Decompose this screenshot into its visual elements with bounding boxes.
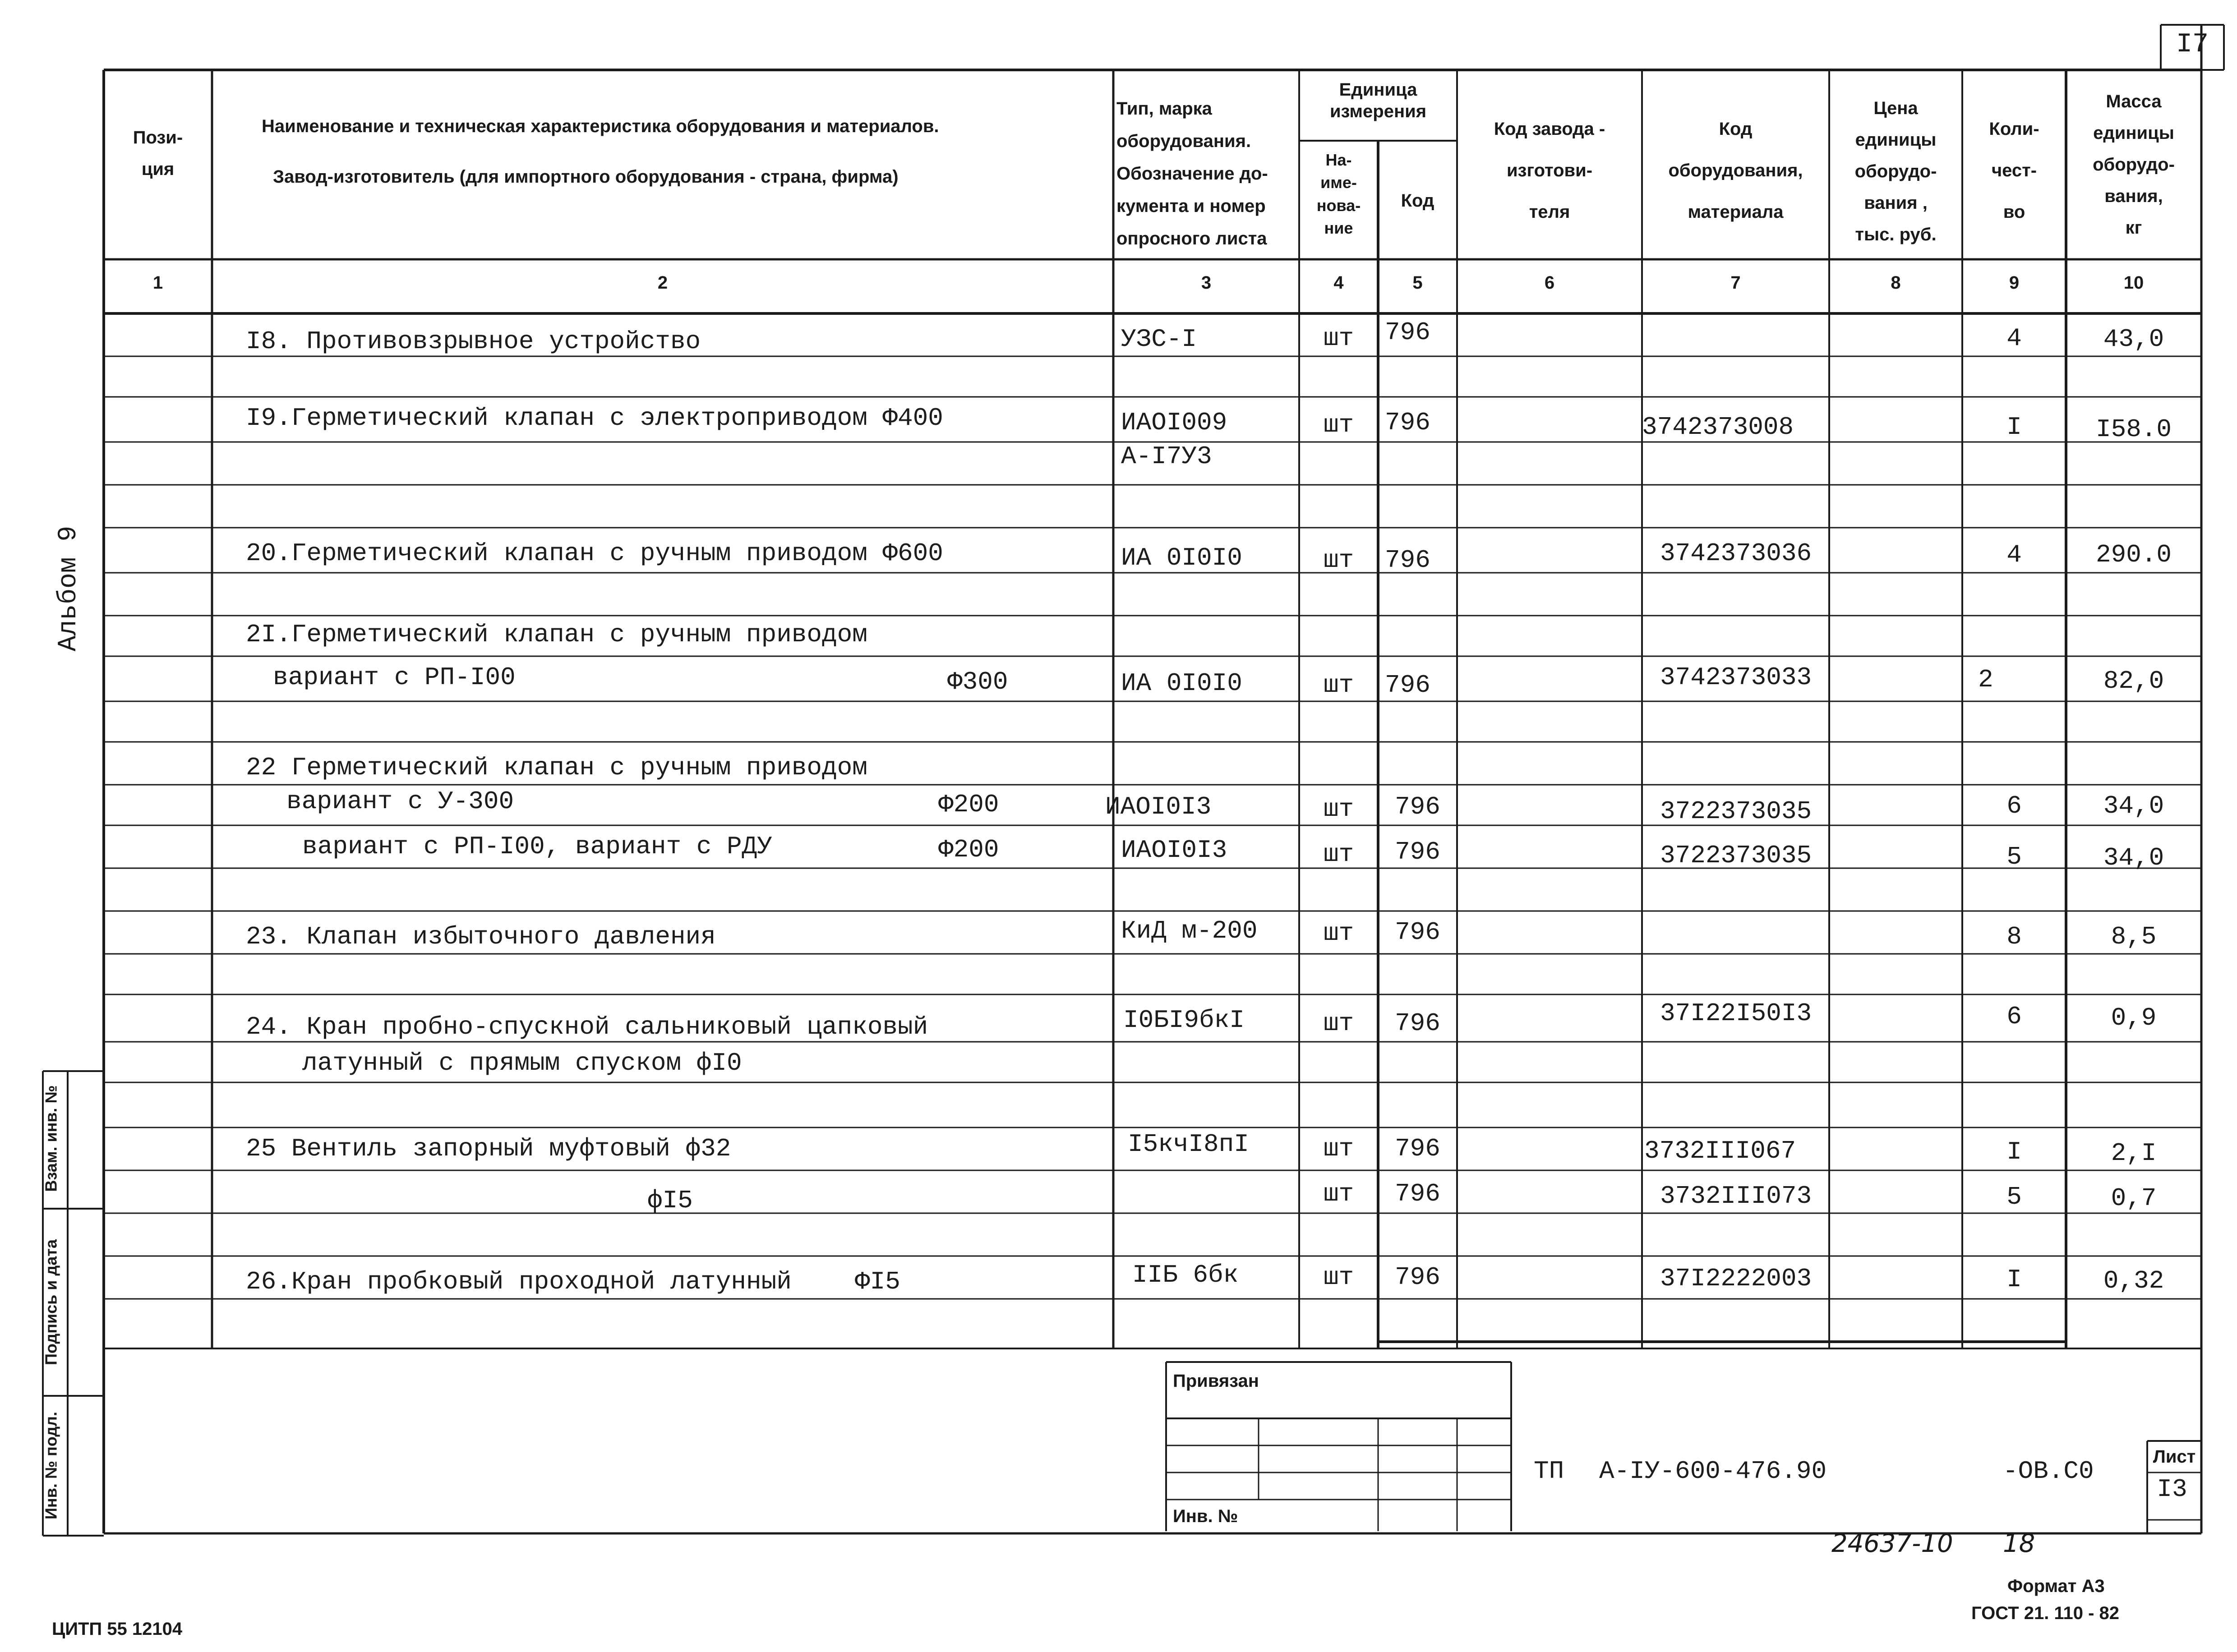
row-24-type: I0БI9бкI [1123, 1006, 1245, 1035]
row-23-type: КиД м-200 [1121, 916, 1258, 945]
row-19-mass: I58.0 [2095, 415, 2172, 444]
handwritten-page: 18 [2003, 1529, 2035, 1558]
col-num-5: 5 [1412, 273, 1423, 293]
header-name-line2: Завод-изготовитель (для импортного оборудования - страна, фирма) [273, 167, 899, 187]
row-23-qty: 8 [2006, 922, 2022, 951]
col-num-4: 4 [1333, 273, 1344, 293]
header-unit-name: На- име- нова- ние [1316, 151, 1361, 238]
inv-podl-label: Инв. № подл. [42, 1412, 60, 1519]
row-18-type: УЗС-I [1121, 325, 1197, 354]
row-24-code: 796 [1395, 1009, 1440, 1038]
row-19-code: 796 [1385, 408, 1430, 437]
header-unit-group: Единица измерения [1329, 80, 1427, 121]
row-21-code: 796 [1385, 671, 1430, 699]
row-24-mass: 0,9 [2111, 1003, 2157, 1032]
stamp-list-value: I3 [2157, 1475, 2187, 1504]
row-24-name2: латунный с прямым спуском фI0 [302, 1049, 742, 1077]
row-18-code: 796 [1385, 318, 1430, 347]
row-20-name: 20.Герметический клапан с ручным приводом Ф600 [246, 539, 943, 568]
row-25-eqcode2: 3732III073 [1660, 1182, 1812, 1210]
row-26-type: IIБ 6бк [1132, 1261, 1239, 1289]
row-24-name: 24. Кран пробно-спускной сальниковый цапковый [246, 1012, 928, 1041]
row-26-unit: шт [1323, 1263, 1354, 1292]
row-25-mass2: 0,7 [2111, 1184, 2157, 1213]
album-label: Альбом 9 [54, 525, 83, 652]
row-25-code: 796 [1395, 1134, 1440, 1163]
row-22-qty2: 5 [2006, 842, 2022, 871]
row-22-dia2: Ф200 [938, 835, 999, 864]
row-25-name: 25 Вентиль запорный муфтовый ф32 [246, 1134, 731, 1163]
header-price: Цена единицы оборудо- вания , тыс. руб. [1854, 98, 1937, 244]
row-25-name2: фI5 [647, 1186, 693, 1215]
row-21-unit: шт [1323, 671, 1354, 699]
row-19-qty: I [2006, 413, 2022, 442]
row-26-code: 796 [1395, 1263, 1440, 1292]
vzam-inv-label: Взам. инв. № [42, 1085, 60, 1192]
col-num-3: 3 [1201, 273, 1212, 293]
row-23-mass: 8,5 [2111, 922, 2157, 951]
row-23-name: 23. Клапан избыточного давления [246, 922, 716, 951]
sheet-mark: I7 [2176, 29, 2209, 60]
stamp-designation: А-IУ-600-476.90 [1599, 1457, 1827, 1486]
header-equipment-code: Код оборудования, материала [1668, 119, 1803, 222]
row-25-unit: шт [1323, 1134, 1354, 1163]
footer-gost: ГОСТ 21. 110 - 82 [1971, 1603, 2119, 1623]
row-18-name: I8. Противовзрывное устройство [246, 327, 701, 356]
row-25-mass: 2,I [2111, 1139, 2157, 1168]
row-24-qty: 6 [2006, 1002, 2022, 1031]
row-26-qty: I [2006, 1265, 2022, 1294]
row-22-type1: ИАОI0I3 [1105, 792, 1212, 821]
stamp-inv-no: Инв. № [1173, 1506, 1238, 1526]
header-unit-code: Код [1401, 191, 1434, 211]
col-num-2: 2 [657, 273, 668, 293]
stamp-privyazan: Привязан [1173, 1371, 1259, 1391]
row-23-code: 796 [1395, 918, 1440, 947]
col-num-10: 10 [2123, 273, 2144, 293]
row-22-eqcode2: 3722373035 [1660, 841, 1812, 870]
row-25-code2: 796 [1395, 1179, 1440, 1208]
row-25-type: I5кчI8пI [1128, 1130, 1249, 1159]
col-num-9: 9 [2009, 273, 2020, 293]
col-num-6: 6 [1544, 273, 1555, 293]
col-num-1: 1 [152, 273, 163, 293]
row-22-qty1: 6 [2006, 791, 2022, 820]
row-25-eqcode: 3732III067 [1644, 1137, 1796, 1165]
row-20-mass: 290.0 [2095, 540, 2172, 569]
row-22-mass2: 34,0 [2103, 843, 2164, 872]
row-22-code1: 796 [1395, 792, 1440, 821]
row-18-qty: 4 [2006, 324, 2022, 353]
row-21-mass: 82,0 [2103, 667, 2164, 695]
row-22-code2: 796 [1395, 838, 1440, 866]
row-21-variant: вариант с РП-I00 [273, 663, 516, 692]
row-22-variant1: вариант с У-300 [286, 787, 514, 816]
row-20-type: ИА 0I0I0 [1121, 543, 1242, 572]
podpis-data-label: Подпись и дата [42, 1239, 60, 1365]
row-19-name: I9.Герметический клапан с электроприводом Ф400 [246, 404, 943, 433]
row-26-name: 26.Кран пробковый проходной латунный [246, 1267, 792, 1296]
row-21-name: 2I.Герметический клапан с ручным приводом [246, 620, 867, 649]
row-18-mass: 43,0 [2103, 325, 2164, 354]
handwritten-code: 24637-10 [1831, 1529, 1953, 1558]
row-22-dia1: Ф200 [938, 790, 999, 819]
row-24-unit: шт [1323, 1009, 1354, 1038]
row-21-eqcode: 3742373033 [1660, 663, 1812, 692]
row-22-mass1: 34,0 [2103, 791, 2164, 820]
row-22-name: 22 Герметический клапан с ручным приводом [246, 753, 867, 782]
row-26-dia: ФI5 [855, 1267, 900, 1296]
col-num-7: 7 [1730, 273, 1741, 293]
stamp-list-label: Лист [2153, 1447, 2196, 1467]
row-22-type2: ИАОI0I3 [1121, 836, 1227, 865]
row-22-unit2: шт [1323, 840, 1354, 869]
row-20-unit: шт [1323, 546, 1354, 575]
row-19-type: ИАОI009 [1121, 408, 1227, 437]
row-22-eqcode1: 3722373035 [1660, 797, 1812, 826]
row-21-qty: 2 [1978, 665, 1993, 694]
row-22-unit1: шт [1323, 795, 1354, 824]
row-22-variant2: вариант с РП-I00, вариант с РДУ [302, 832, 772, 861]
row-19-type2: А-I7У3 [1121, 442, 1212, 471]
header-position: Пози- ция [133, 128, 183, 179]
row-18-unit: шт [1323, 324, 1354, 353]
row-20-qty: 4 [2006, 540, 2022, 569]
row-21-type: ИА 0I0I0 [1121, 669, 1242, 698]
row-25-qty2: 5 [2006, 1183, 2022, 1211]
row-24-eqcode: 37I22I50I3 [1660, 999, 1812, 1028]
row-26-mass: 0,32 [2103, 1266, 2164, 1295]
row-19-unit: шт [1323, 410, 1354, 439]
col-num-8: 8 [1891, 273, 1901, 293]
row-25-unit2: шт [1323, 1179, 1354, 1208]
row-21-dia: Ф300 [947, 667, 1008, 696]
header-type: Тип, марка оборудования. Обозначение до- кумента и номер опросного листа [1116, 99, 1268, 248]
stamp-suffix: -ОВ.С0 [2003, 1457, 2094, 1486]
row-25-qty: I [2006, 1137, 2022, 1166]
row-23-unit: шт [1323, 919, 1354, 948]
row-26-eqcode: 37I2222003 [1660, 1264, 1812, 1293]
header-mass: Масса единицы оборудо- вания, кг [2093, 92, 2175, 238]
footer-format: Формат А3 [2007, 1576, 2105, 1596]
stamp-prefix: ТП [1534, 1457, 1564, 1486]
header-maker-code: Код завода - изготови- теля [1494, 119, 1605, 222]
header-quantity: Коли- чест- во [1989, 119, 2039, 222]
row-19-eqcode: 3742373008 [1642, 413, 1794, 442]
footer-citp: ЦИТП 55 12104 [52, 1619, 183, 1639]
row-20-code: 796 [1385, 546, 1430, 575]
row-20-eqcode: 3742373036 [1660, 539, 1812, 568]
header-name-line1: Наименование и техническая характеристика оборудования и материалов. [262, 116, 939, 136]
